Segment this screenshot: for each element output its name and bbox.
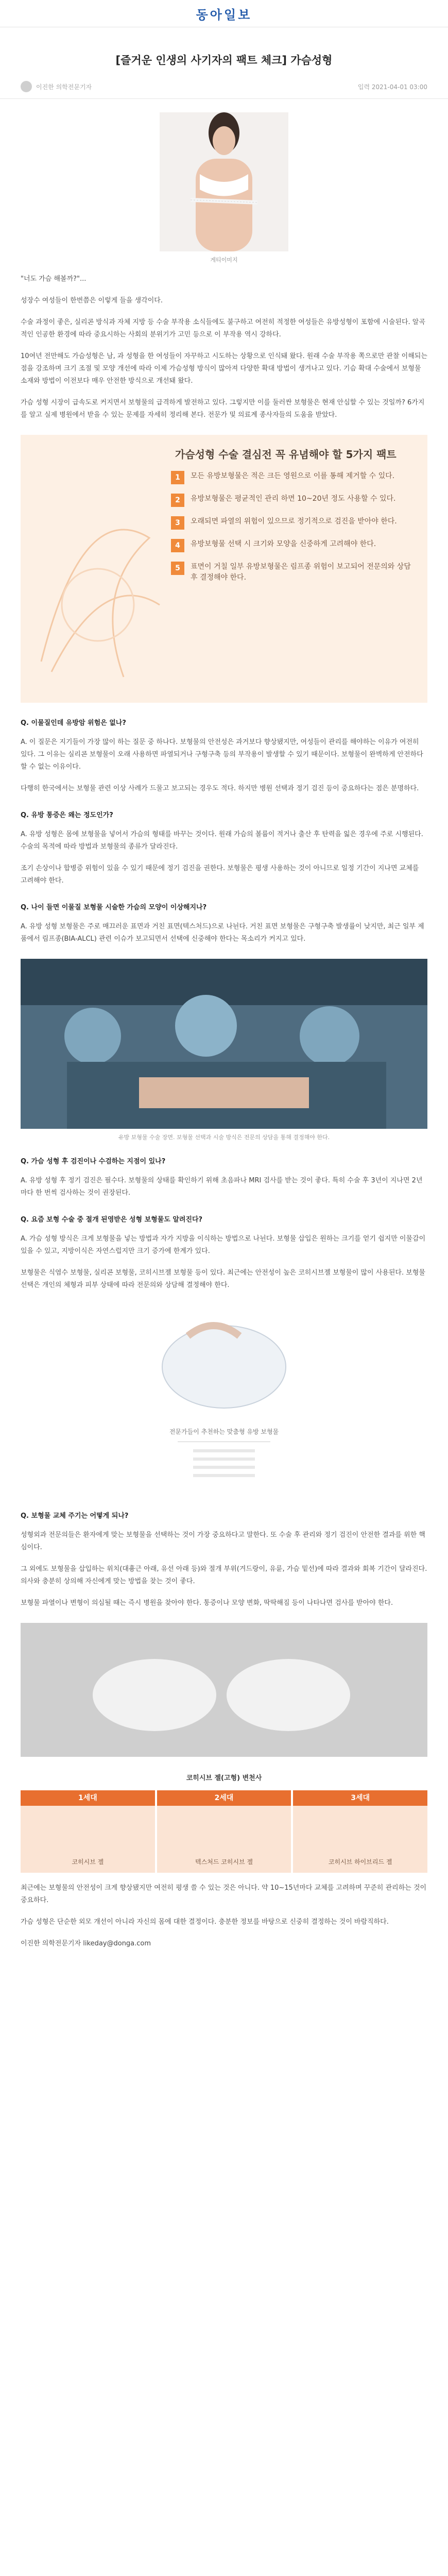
site-header — [0, 0, 448, 27]
paragraph: 성형외과 전문의들은 환자에게 맞는 보형물을 선택하는 것이 가장 중요하다고 말한다. 또 수술 후 관리와 정기 검진이 안전한 결과를 위한 핵심이다. — [21, 1531, 425, 1551]
question: Q. 나이 들면 이물질 보형물 시술한 가슴의 모양이 이상해지나? — [21, 904, 207, 911]
question: Q. 가슴 성형 후 검진이나 수검하는 지점이 있나? — [21, 1158, 166, 1165]
implant-hands-photo — [21, 1623, 427, 1757]
site-logo[interactable]: 동아일보 — [196, 7, 252, 22]
timeline — [21, 1790, 427, 1873]
paragraph: 다행히 한국에서는 보형물 관련 이상 사례가 드물고 보고되는 경우도 적다. 하지만 병원 선택과 정기 검진 등이 중요하다는 점은 분명하다. — [21, 785, 419, 792]
photo-caption: 게티이미지 — [210, 257, 238, 263]
fact-text: 모든 유방보형물은 적은 크든 영원으로 이를 통해 제거할 수 있다. — [191, 472, 395, 480]
paragraph: 성장수 여성들이 한번쯤은 이렇게 들을 생각이다. — [21, 297, 163, 304]
article-body — [0, 112, 448, 1950]
fact-item — [171, 516, 413, 530]
paragraph: 보형물 파열이나 변형이 의심될 때는 즉시 병원을 찾아야 한다. 통증이나 모양 변화, 딱딱해짐 등이 나타나면 검사를 받아야 한다. — [21, 1599, 393, 1607]
timeline-desc: 코히시브 하이브리드 젤 — [328, 1858, 392, 1866]
implant-figure — [21, 1305, 427, 1496]
timeline-stage — [21, 1790, 155, 1873]
timeline-desc: 코히시브 젤 — [72, 1858, 104, 1866]
timeline-generation: 2세대 — [157, 1790, 291, 1806]
fact-number: 2 — [171, 494, 184, 507]
surgery-photo — [21, 959, 427, 1129]
fact-number: 5 — [171, 562, 184, 575]
paragraph: A. 이 질문은 지기들이 가장 많이 하는 질문 중 하나다. 보형물의 안전성은 과거보다 향상됐지만, 여성들이 관리를 해야하는 이유가 여전히 있다. 그 이유는 실리콘 보형물이 오래 사용하면 파열되거나 구형구축 등의 부작용이 발생할 수 있기 때문이다. 보형물이 완벽하게 안전하다 할 수 없는 이유이다. — [21, 738, 423, 771]
paragraph: A. 유방 성형은 몸에 보형물을 넣어서 가슴의 형태를 바꾸는 것이다. 원래 가슴의 볼륨이 적거나 출산 후 탄력을 잃은 경우에 주로 시행된다. 수술의 목적에 따라 방법과 보형물의 종류가 달라진다. — [21, 831, 423, 851]
question: Q. 요즘 보형 수술 중 절개 된영받은 성형 보형물도 알려진다? — [21, 1216, 203, 1224]
paragraph: 이진한 의학전문기자 likeday@donga.com — [21, 1940, 151, 1947]
paragraph: A. 유방 성형 후 정기 검진은 필수다. 보형물의 상태를 확인하기 위해 초음파나 MRI 검사를 받는 것이 좋다. 특히 수술 후 3년이 지나면 2년마다 한 번씩 검사하는 것이 권장된다. — [21, 1177, 423, 1197]
hero-figure — [21, 112, 427, 264]
paragraph: 그 외에도 보형물을 삽입하는 위치(대흉근 아래, 유선 아래 등)와 절개 부위(겨드랑이, 유륜, 가슴 밑선)에 따라 결과와 회복 기간이 달라진다. 의사와 충분히 상의해 자신에게 맞는 방법을 찾는 것이 좋다. — [21, 1565, 427, 1585]
paragraph: 가슴 성형은 단순한 외모 개선이 아니라 자신의 몸에 대한 결정이다. 충분한 정보를 바탕으로 신중히 결정하는 것이 바람직하다. — [21, 1918, 389, 1926]
paragraph: A. 가슴 성형 방식은 크게 보형물을 넣는 방법과 자가 지방을 이식하는 방법으로 나뉜다. 보형물 삽입은 원하는 크기를 얻기 쉽지만 이물감이 있을 수 있고, 지방이식은 자연스럽지만 크기 증가에 한계가 있다. — [21, 1235, 426, 1255]
surgery-figure — [21, 959, 427, 1141]
fact-text: 유방보형물 선택 시 크기와 모양을 신중하게 고려해야 한다. — [191, 540, 376, 548]
timeline-stage — [157, 1790, 291, 1873]
fact-item — [171, 494, 413, 507]
implant-photo — [121, 1305, 327, 1496]
paragraph: 최근에는 보형물의 안전성이 크게 향상됐지만 여전히 평생 쓸 수 있는 것은 아니다. 약 10~15년마다 교체를 고려하며 꾸준히 관리하는 것이 중요하다. — [21, 1884, 427, 1904]
fact-text: 유방보형물은 평균적인 관리 하면 10~20년 정도 사용할 수 있다. — [191, 495, 396, 503]
implant-legend: 전문가들이 추천하는 맞춤형 유방 보형물 — [169, 1428, 279, 1435]
timeline-generation: 1세대 — [21, 1790, 155, 1806]
question: Q. 유방 통증은 왜는 정도인가? — [21, 811, 113, 819]
question: Q. 이물질인데 유방암 위험은 없나? — [21, 719, 126, 727]
author-name[interactable]: 이진한 의학전문기자 — [36, 83, 92, 91]
fact-item — [171, 539, 413, 552]
fact-item — [171, 562, 413, 583]
paragraph: 조기 손상이나 합병증 위험이 있을 수 있기 때문에 정기 검진을 권한다. 보형물은 평생 사용하는 것이 아니므로 일정 기간이 지나면 교체를 고려해야 한다. — [21, 865, 419, 885]
paragraph: A. 유방 성형 보형물은 주로 매끄러운 표면과 거친 표면(텍스처드)으로 나뉜다. 거친 표면 보형물은 구형구축 발생률이 낮지만, 최근 일부 제품에서 림프종(BIA-ALCL) 관련 이슈가 보고되면서 선택에 신중해야 한다는 목소리가 커지고 있다. — [21, 923, 424, 943]
timeline-generation: 3세대 — [293, 1790, 427, 1806]
fact-box-title: 가슴성형 수술 결심전 꼭 유념해야 할 5가지 팩트 — [175, 448, 397, 461]
paragraph: 가슴 성형 시장이 급속도로 커지면서 보형물의 급격하게 발전하고 있다. 그렇지만 이를 둘러싼 보형물은 현재 안심할 수 있는 것일까? 6가지를 알고 실제 병원에서 받을 수 있는 문제를 자세히 정리해 본다. 전문가 및 의료계 종사자들의 도움을 받았다. — [21, 399, 425, 419]
photo-caption: 유방 보형물 수술 장면. 보형물 선택과 시술 방식은 전문의 상담을 통해 결정해야 한다. — [118, 1134, 330, 1141]
fact-item — [171, 471, 413, 484]
fact-text: 표면이 거칠 일부 유방보형물은 림프종 위험이 보고되어 전문의와 상담 후 결정해야 한다. — [191, 563, 411, 582]
fact-number: 3 — [171, 516, 184, 530]
article-title: [즐거운 인생의 사기자의 팩트 체크] 가슴성형 — [115, 54, 333, 66]
hands-figure — [21, 1623, 427, 1757]
paragraph: "너도 가슴 해볼까?"... — [21, 275, 87, 283]
hero-photo — [160, 112, 288, 251]
author-byline — [21, 81, 92, 92]
timeline-stage — [293, 1790, 427, 1873]
fact-number: 4 — [171, 539, 184, 552]
timeline-body — [21, 1806, 155, 1873]
timeline-title: 코히시브 젤(고형) 변천사 — [186, 1774, 262, 1782]
timeline-body — [293, 1806, 427, 1873]
article-meta — [0, 81, 448, 99]
question: Q. 보형물 교체 주기는 어떻게 되나? — [21, 1512, 129, 1520]
avatar — [21, 81, 32, 92]
fact-number: 1 — [171, 471, 184, 484]
fact-list — [171, 471, 413, 592]
article-date: 입력 2021-04-01 03:00 — [357, 83, 427, 91]
paragraph: 10여년 전만해도 가슴성형은 남, 과 성형을 한 여성들이 자꾸하고 시도하는 상황으로 인식돼 왔다. 원래 수술 부작용 쪽으로만 관찰 이해되는 점을 강조하며 크기 조절 및 모양 개선에 따라 이제 가슴성형 방식이 많아져 다양한 확대 방법이 생겨나고 있다. 기슴 확대 수술에서 보형물 소재와 방법이 이전보다 매우 안전한 방식으로 개선돼 왔다. — [21, 352, 427, 385]
fact-box — [21, 435, 427, 703]
paragraph: 보형물은 식염수 보형물, 실리콘 보형물, 코히시브젤 보형물 등이 있다. 최근에는 안전성이 높은 코히시브젤 보형물이 많이 사용된다. 보형물 선택은 개인의 체형과 피부 상태에 따라 전문의와 상담해 결정해야 한다. — [21, 1269, 425, 1289]
timeline-desc: 텍스처드 코히시브 젤 — [195, 1858, 253, 1866]
fact-text: 오래되면 파열의 위험이 있으므로 정기적으로 검진을 받아야 한다. — [191, 517, 397, 526]
timeline-body — [157, 1806, 291, 1873]
paragraph: 수술 과정이 좋은, 실리콘 방식과 자체 지방 등 수술 부작용 소식들에도 불구하고 여전히 적정한 여성들은 유방성형이 포함에 시술된다. 알곡적인 인공한 환경에 따라 중요시하는 사회의 분위기가 고민 등으로 이 부작용 역시 강하다. — [21, 318, 425, 338]
